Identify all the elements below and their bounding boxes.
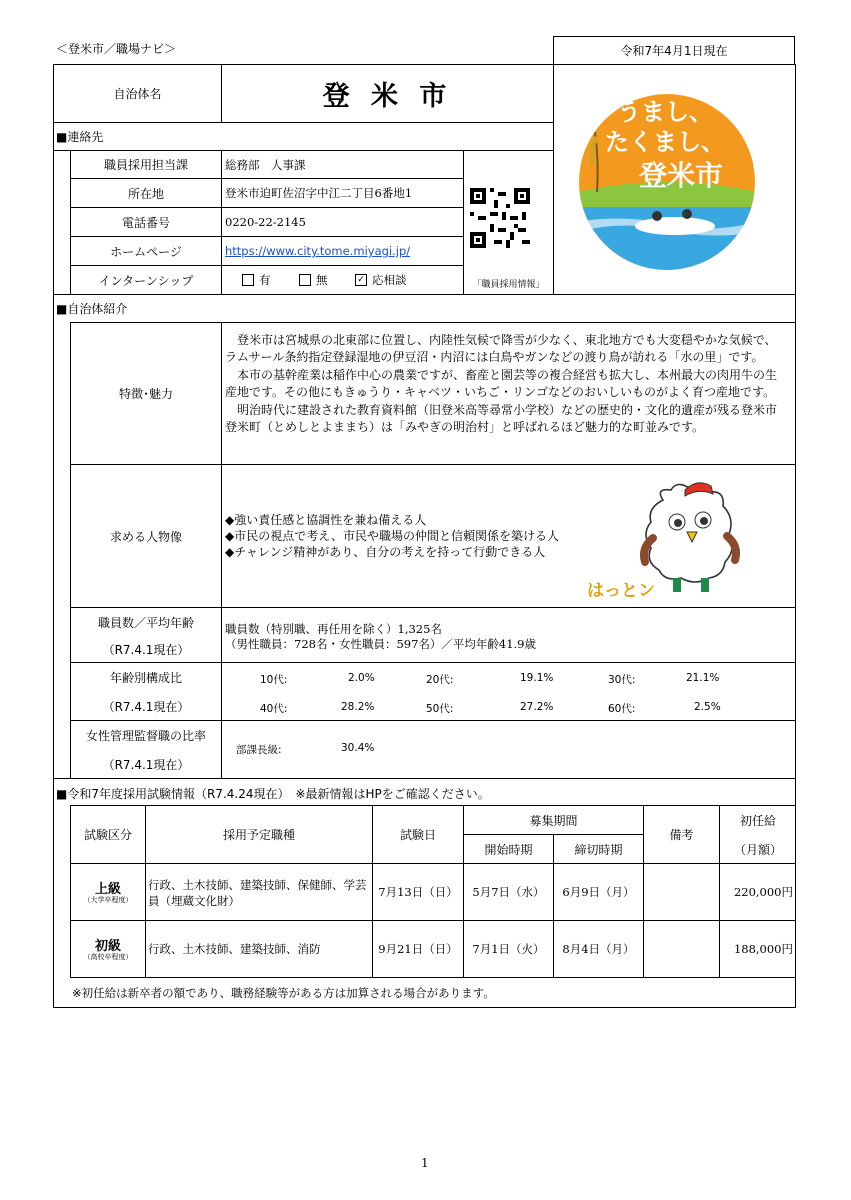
mascot-image — [585, 478, 775, 603]
features-text — [225, 332, 785, 436]
age-10s-label: 10代: — [260, 674, 288, 686]
contact-label-phone: 電話番号 — [121, 215, 170, 230]
age-10s-value: 2.0% — [348, 672, 375, 684]
contact-label-dept: 職員採用担当課 — [103, 158, 188, 172]
exam-note — [644, 921, 719, 977]
contact-value-address: 登米市迫町佐沼字中江二丁目6番地1 — [225, 186, 413, 200]
exam-level-sub: （大学卒程度） — [83, 896, 133, 904]
exam-end: 6月9日（月） — [562, 885, 635, 899]
header-date: 試験日 — [399, 828, 436, 842]
exam-footnote: ※初任給は新卒者の額であり、職務経験等がある方は加算される場合があります。 — [72, 986, 495, 1000]
contact-label-address: 所在地 — [127, 186, 164, 201]
internship-label: インターンシップ — [98, 273, 194, 288]
features-paragraph: 本市の基幹産業は稲作中心の農業ですが、畜産と園芸等の複合経営も拡大し、本州最大の肉用牛の生産地です。その他にもきゅうり・キャベツ・いちご・リンゴなどのおいしいものがよく育つ産地です。 — [225, 367, 778, 400]
header-salary: 初任給 — [739, 813, 776, 828]
features-paragraph: 明治時代に建設された教育資料館（旧登米高等尋常小学校）などの歴史的・文化的遺産が残る登米市登米町（とめしとよままち）は「みやぎの明治村」と呼ばれるほど魅力的な町並みです。 — [225, 402, 778, 435]
exam-end: 8月4日（月） — [562, 942, 635, 956]
logo-line3: 登米市 — [639, 159, 724, 192]
persona-item: ◆チャレンジ精神があり、自分の考えを持って行動できる人 — [225, 545, 546, 559]
exam-start: 5月7日（水） — [472, 885, 545, 899]
internship-option-consult[interactable] — [355, 266, 407, 294]
table-row — [71, 921, 145, 977]
intro-section-title: ■自治体紹介 — [56, 302, 128, 316]
age-30s-label: 30代: — [608, 674, 636, 686]
age-label: 年齢別構成比 — [109, 671, 182, 685]
features-paragraph: 登米市は宮城県の北東部に位置し、内陸性気候で降雪が少なく、東北地方でも大変穏やかな気候で、ラムサール条約指定登録湿地の伊豆沼・内沼には白鳥やガンなどの渡り鳥が訪れる「水の里」です。 — [225, 333, 777, 365]
homepage-link[interactable]: https://www.city.tome.miyagi.jp/ — [225, 244, 411, 258]
contact-label-homepage: ホームページ — [110, 244, 182, 259]
age-50s-value: 27.2% — [520, 701, 554, 713]
age-60s-value: 2.5% — [694, 701, 721, 713]
internship-option-no[interactable] — [299, 266, 328, 294]
contact-section-title: ■連絡先 — [56, 130, 104, 144]
city-logo — [577, 92, 757, 272]
logo-line1: うまし、 — [617, 98, 713, 126]
contact-value-dept: 総務部 人事課 — [225, 157, 306, 172]
header-category: 試験区分 — [83, 828, 132, 842]
qr-code-icon[interactable] — [470, 188, 530, 248]
exam-jobs: 行政、土木技師、建築技師、消防 — [148, 942, 321, 956]
female-item-label: 部課長級: — [236, 744, 282, 756]
option-label: 有 — [259, 273, 271, 287]
checked-checkbox-icon: ✓ — [355, 274, 367, 286]
age-60s-label: 60代: — [608, 703, 636, 715]
as-of-date — [553, 36, 795, 65]
logo-line2: たくまし、 — [605, 128, 725, 156]
staff-label: 職員数／平均年齢 — [97, 615, 194, 630]
exam-level-sub: （高校卒程度） — [83, 953, 133, 961]
persona-list — [225, 512, 559, 560]
header-end: 締切時期 — [574, 842, 623, 857]
checkbox-icon — [242, 274, 254, 286]
exam-level: 初級 — [94, 939, 121, 954]
staff-line1: 職員数（特別職、再任用を除く）1,325名 — [225, 622, 442, 636]
exam-level: 上級 — [94, 882, 121, 897]
staff-line2: （男性職員：728名・女性職員：597名）／平均年齢41.9歳 — [225, 637, 537, 651]
header-start: 開始時期 — [484, 842, 533, 857]
age-20s-value: 19.1% — [520, 672, 554, 684]
age-sub: （R7.4.1現在） — [102, 699, 190, 714]
exam-date: 9月21日（日） — [378, 942, 458, 956]
header-jobs: 採用予定職種 — [222, 828, 295, 842]
persona-label: 求める人物像 — [109, 529, 182, 544]
age-20s-label: 20代: — [426, 674, 454, 686]
page-number: 1 — [421, 1156, 429, 1170]
option-label: 無 — [316, 273, 328, 287]
features-label: 特徴･魅力 — [118, 387, 173, 401]
persona-item: ◆市民の視点で考え、市民や職場の仲間と信頼関係を築ける人 — [225, 529, 559, 543]
female-item-value: 30.4% — [341, 742, 375, 754]
exam-salary: 188,000円 — [733, 942, 793, 956]
mascot-name: はっとン — [587, 581, 655, 601]
as-of-text: 令和7年4月1日現在 — [620, 44, 728, 58]
age-40s-label: 40代: — [260, 703, 288, 715]
female-label: 女性管理監督職の比率 — [85, 729, 206, 743]
exam-salary: 220,000円 — [733, 885, 793, 899]
checkbox-icon — [299, 274, 311, 286]
qr-caption: 「職員採用情報」 — [472, 279, 545, 290]
option-label: 応相談 — [372, 273, 407, 287]
staff-sub: （R7.4.1現在） — [102, 642, 190, 657]
female-sub: （R7.4.1現在） — [102, 757, 190, 772]
exam-jobs: 行政、土木技師、建築技師、保健師、学芸員（埋蔵文化財） — [148, 878, 367, 908]
exam-note — [644, 864, 719, 920]
table-row — [71, 864, 145, 920]
exam-section-title: ■令和7年度採用試験情報（R7.4.24現在） ※最新情報はHPをご確認ください。 — [56, 787, 490, 801]
persona-item: ◆強い責任感と協調性を兼ね備える人 — [225, 513, 427, 527]
header-note: 備考 — [669, 828, 694, 842]
exam-start: 7月1日（火） — [472, 942, 545, 956]
contact-value-phone: 0220-22-2145 — [225, 215, 306, 229]
header-salary-sub: （月額） — [733, 842, 782, 857]
municipality-label: 自治体名 — [113, 87, 162, 101]
exam-date: 7月13日（日） — [378, 885, 458, 899]
age-30s-value: 21.1% — [686, 672, 720, 684]
header-period: 募集期間 — [529, 813, 578, 828]
internship-option-yes[interactable] — [242, 266, 271, 294]
municipality-name: 登 米 市 — [322, 81, 453, 112]
age-40s-value: 28.2% — [341, 701, 375, 713]
nav-label: ＜登米市／職場ナビ＞ — [56, 42, 177, 56]
age-50s-label: 50代: — [426, 703, 454, 715]
